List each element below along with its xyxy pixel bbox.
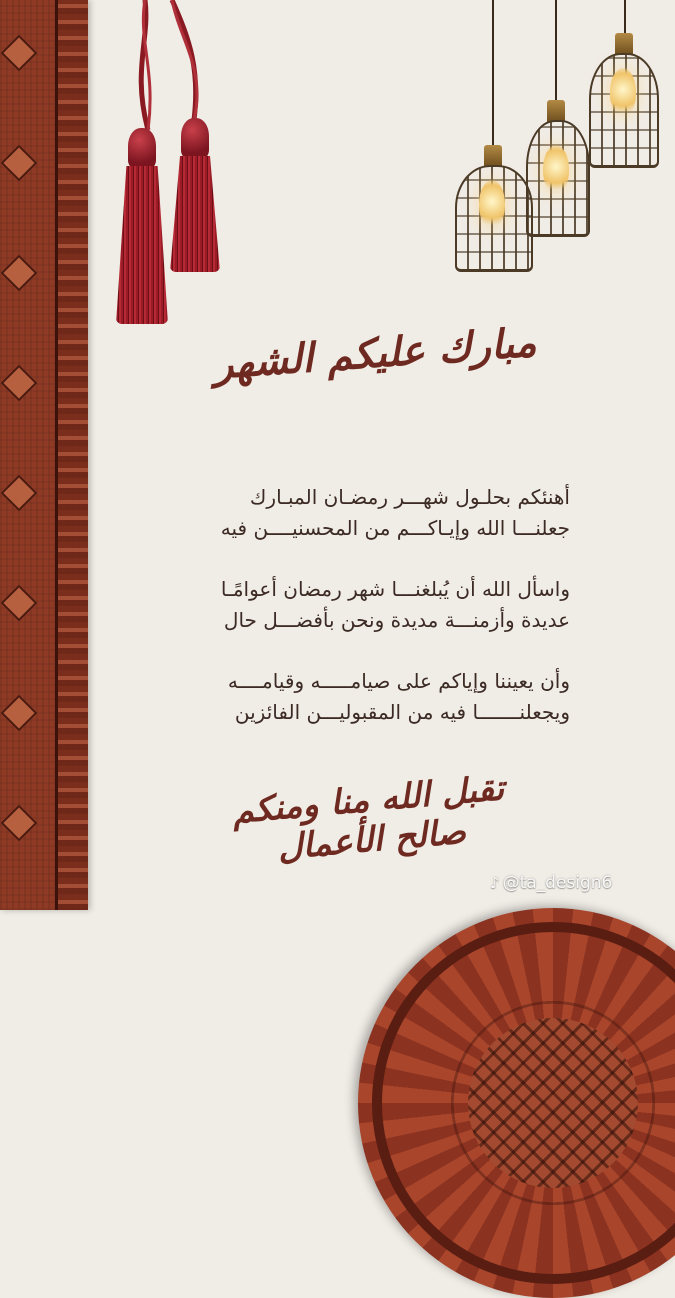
- message-line: جعلنـــا الله وإيـاكـــم من المحسنيــــن فيه: [220, 516, 570, 540]
- lamp-cap: [484, 145, 502, 167]
- closing-calligraphy: تقبل الله منا ومنكم صالح الأعمال: [230, 768, 506, 869]
- tassel-head-left: [128, 128, 156, 168]
- message-line: ويجعلنـــــــا فيه من المقبوليـــن الفائزين: [234, 700, 570, 724]
- message-paragraph-1: [120, 482, 570, 544]
- message-line: واسأل الله أن يُبلغنـــا شهر رمضان أعوامًـا: [220, 577, 570, 601]
- rug-inner-line: [55, 0, 58, 910]
- rug-center: [468, 1018, 638, 1188]
- tiktok-icon: ♪: [490, 874, 500, 892]
- tassel-left: [116, 166, 168, 324]
- watermark-handle: @ta_design6: [502, 873, 613, 893]
- message-line: وأن يعيننا وإياكم على صيامـــــه وقيامــــه: [227, 669, 570, 693]
- hanging-rug: [0, 0, 88, 910]
- rug-border: [58, 0, 88, 910]
- lamp-cap: [615, 33, 633, 55]
- greeting-title: مبارك عليكم الشهر: [212, 318, 538, 389]
- lamp-bulb: [543, 145, 569, 193]
- rug-motif: [1, 35, 38, 72]
- round-rug: [358, 908, 675, 1298]
- tassel-head-right: [181, 118, 209, 158]
- rug-motif: [1, 475, 38, 512]
- lamp-cap: [547, 100, 565, 122]
- lamp-bulb: [610, 68, 636, 116]
- rug-motif: [1, 805, 38, 842]
- rug-motif: [1, 695, 38, 732]
- rug-motif: [1, 365, 38, 402]
- message-paragraph-3: [120, 666, 570, 728]
- message-line: أهنئكم بحلـول شهـــر رمضـان المبـارك: [249, 485, 570, 509]
- message-paragraph-2: [120, 574, 570, 636]
- lamp-bulb: [479, 180, 505, 228]
- lamp-wire: [624, 0, 626, 36]
- lamp-wire: [555, 0, 557, 102]
- lamp-wire: [492, 0, 494, 148]
- tassel-cords: [110, 0, 240, 140]
- tassel-right: [170, 156, 220, 272]
- rug-motif: [1, 255, 38, 292]
- message-line: عديدة وأزمنـــة مديدة ونحن بأفضـــل حال: [223, 608, 570, 632]
- watermark: [490, 873, 660, 893]
- rug-motif: [1, 585, 38, 622]
- rug-motif: [1, 145, 38, 182]
